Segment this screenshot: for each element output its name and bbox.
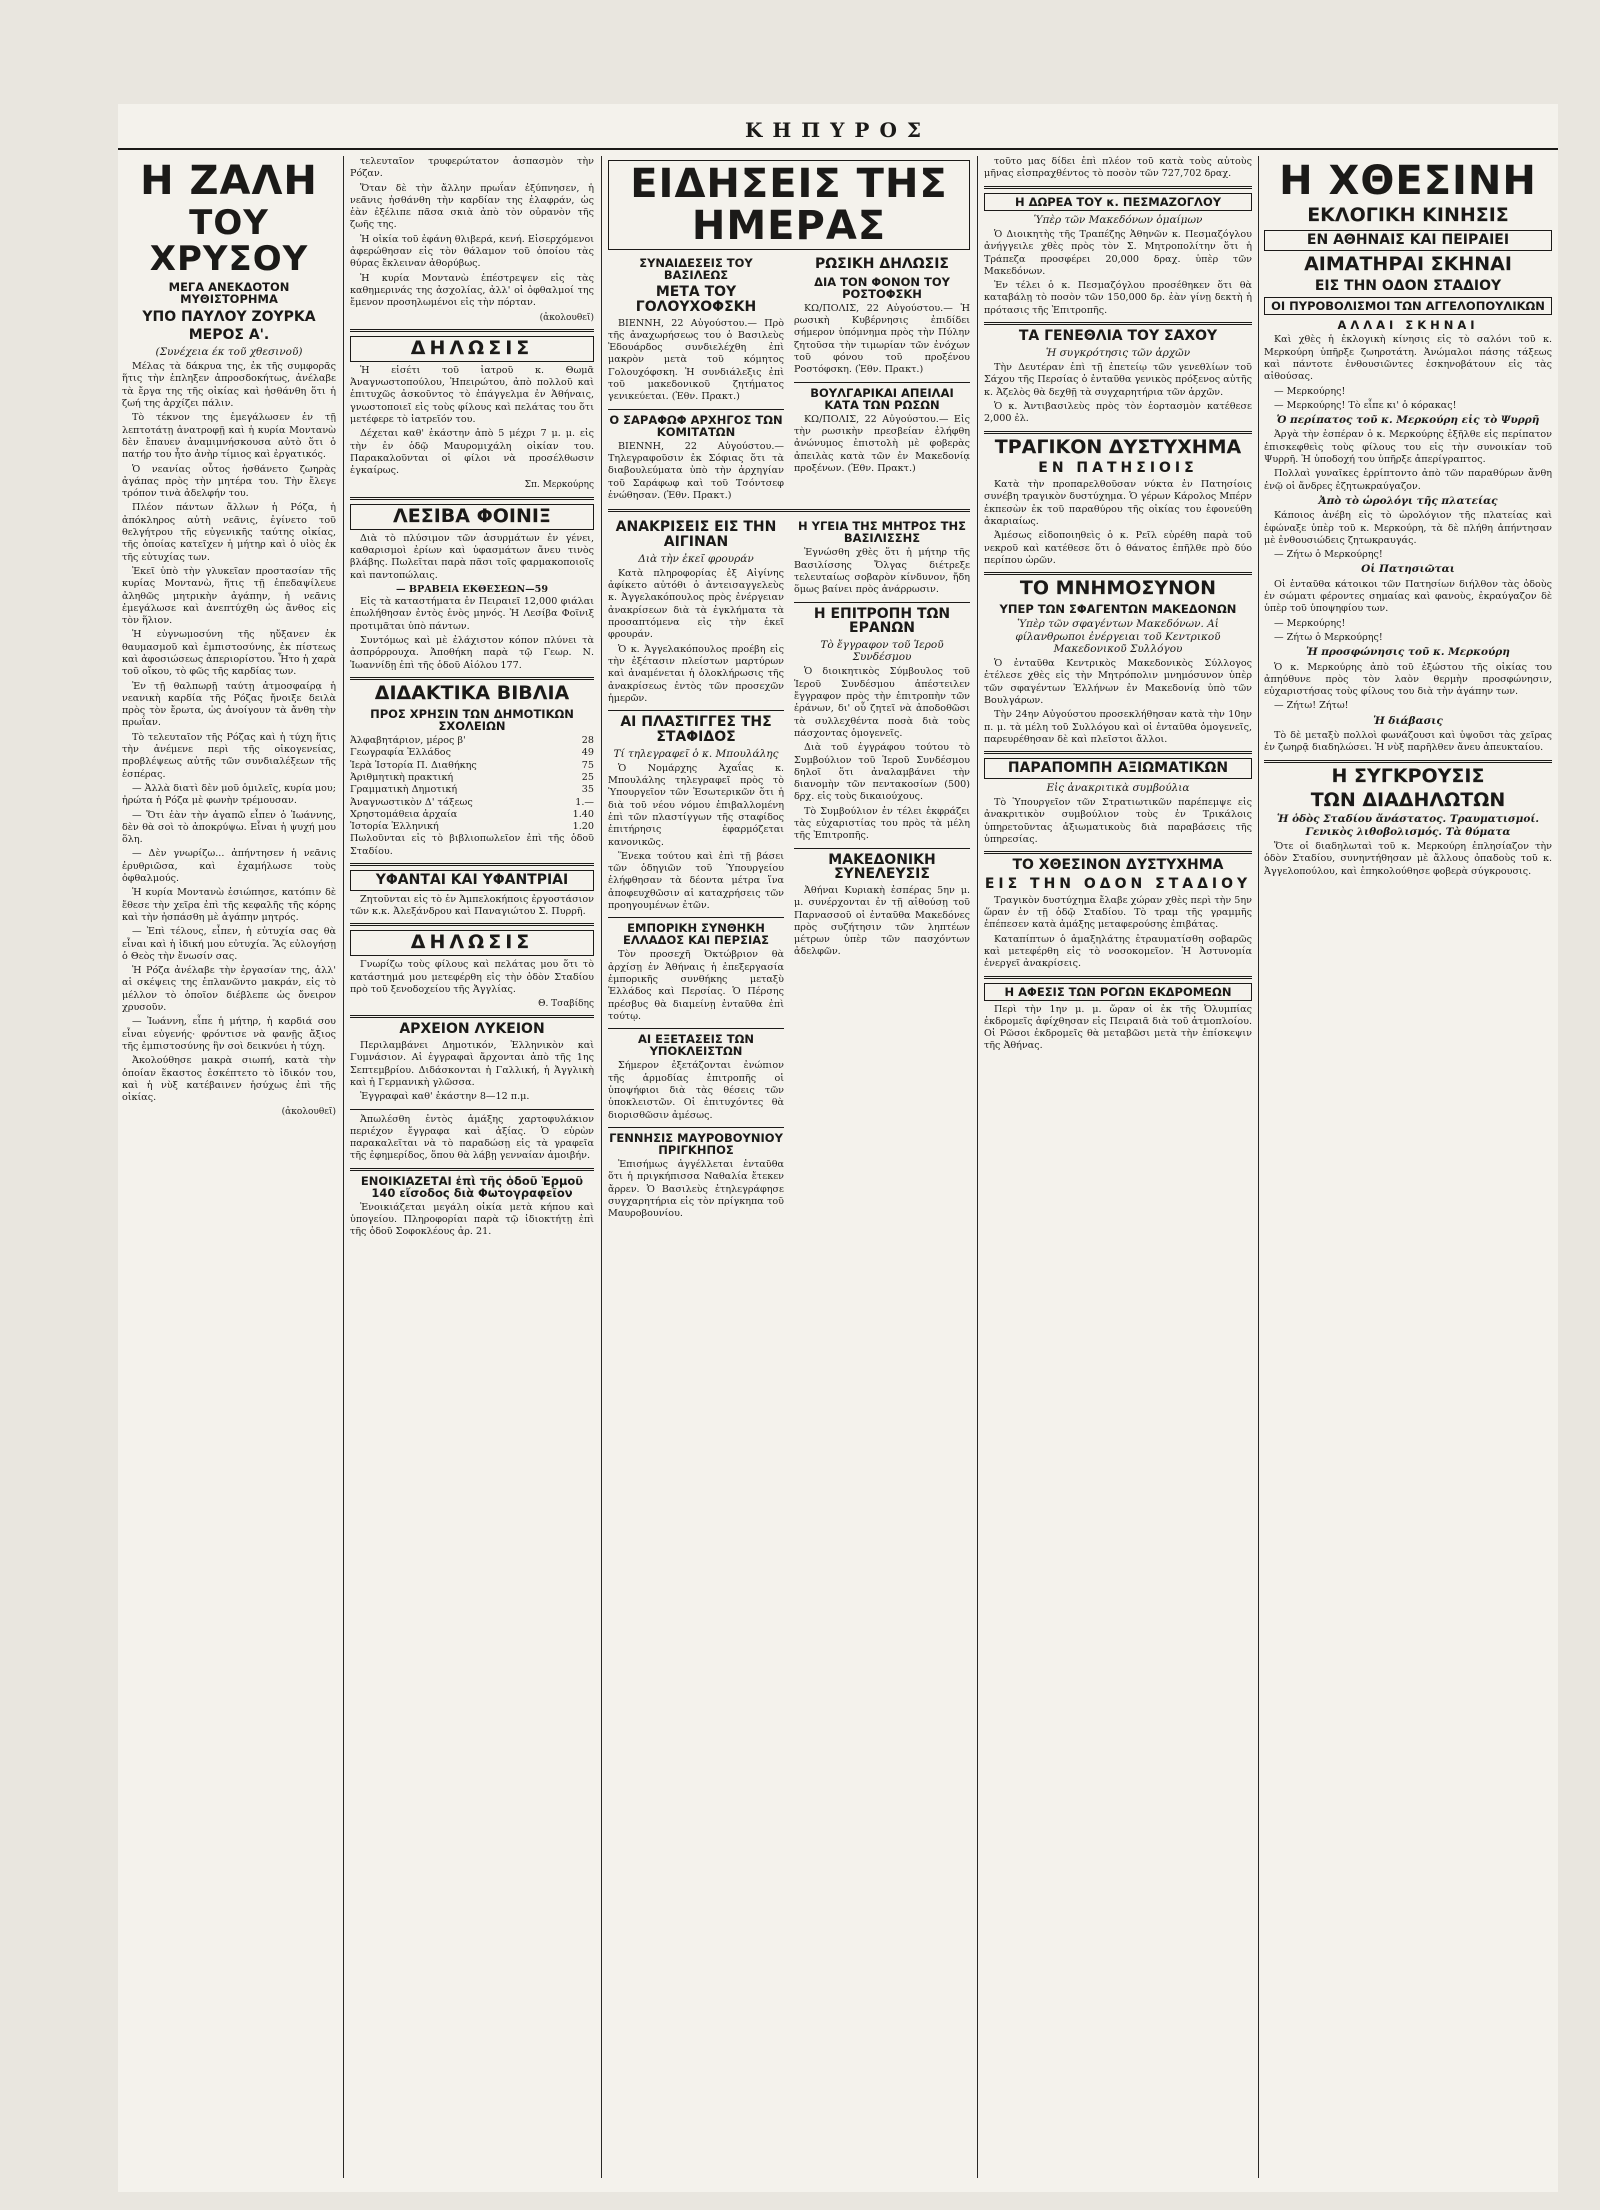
- paragraph: Τὸ Ὑπουργεῖον τῶν Στρατιωτικῶν παρέπεμψε εἰς ἀνακριτικὸν συμβούλιον τοὺς ἐν Τρικάλοις ὑπηρετοῦντας ἀξιωματικοὺς διὰ παραβάσεις τῆς ὑπηρεσίας.: [984, 797, 1252, 846]
- paragraph: Καταπίπτων ὁ ἁμαξηλάτης ἐτραυματίσθη σοβαρῶς καὶ μετεφέρθη εἰς τὸ νοσοκομεῖον. Ἡ Ἀστυνομία ἐνεργεῖ ἀνακρίσεις.: [984, 933, 1252, 970]
- paragraph: Δέχεται καθ' ἑκάστην ἀπὸ 5 μέχρι 7 μ. μ. εἰς τὴν ἐν ὁδῷ Μαυρομιχάλη οἰκίαν του. Παρακαλοῦνται οἱ φίλοι νὰ προσέλθωσιν ἐγκαίρως.: [350, 428, 594, 477]
- textbook-price: 1.40: [572, 808, 594, 820]
- paragraph: Ἕνεκα τούτου καὶ ἐπὶ τῇ βάσει τῶν ὁδηγιῶν τοῦ Ὑπουργείου ἐλήφθησαν τὰ δέοντα μέτρα ἵνα ἀποφευχθῶσιν αἱ καταχρήσεις τῶν προηγουμένων ἐτῶν.: [608, 850, 784, 912]
- column-rule: [1258, 156, 1259, 2178]
- textbook-row: [350, 809, 594, 821]
- ad-heading-rent: ΕΝΟΙΚΙΑΖΕΤΑΙ ἐπὶ τῆς ὁδοῦ Ἑρμοῦ 140 εἴσοδος διὰ Φωτογραφεῖον: [360, 1173, 584, 1200]
- donation-body: [984, 229, 1252, 317]
- paragraph: Ὅταν δὲ τὴν ἄλλην πρωΐαν ἐξύπνησεν, ἡ νεᾶνις ἠσθάνθη τὴν καρδίαν της ἐλαφράν, ὡς ἐὰν ἐξέλιπε πᾶσα σκιὰ ἀπὸ τὸν οὐρανὸν τῆς ζωῆς της.: [350, 182, 594, 231]
- paragraph: — Ζήτω ὁ Μερκούρης!: [1274, 549, 1383, 561]
- divider: [984, 851, 1252, 854]
- sarafof-head: Ο ΣΑΡΑΦΩΦ ΑΡΧΗΓΟΣ ΤΩΝ ΚΟΜΙΤΑΤΩΝ: [609, 412, 783, 439]
- paragraph: Κάποιος ἀνέβη εἰς τὸ ὡρολόγιον τῆς πλατείας καὶ ἐφώναξε ὑπὲρ τοῦ κ. Μερκούρη, τὰ δὲ πλήθη ἀπήντησαν μὲ ἐνθουσιώδεις ζητωκραυγάς.: [1264, 510, 1552, 546]
- address-body: [1264, 662, 1552, 713]
- novel-body: [122, 361, 336, 1104]
- tragic-accident-sub: ΕΝ ΠΑΤΗΣΙΟΙΣ: [1038, 460, 1198, 477]
- divider: [608, 409, 784, 410]
- paragraph: Ἐν τῇ θαλπωρῇ ταύτῃ ἀτμοσφαίρᾳ ἡ νεανικὴ καρδία τῆς Ρόζας ἤνοιξε δειλὰ πρὸς τὸν ἔρωτα, ὡς ἀνοίγουν τὰ ἄνθη τὴν πρωΐαν.: [122, 680, 336, 729]
- paragraph: τοῦτο μας δίδει ἐπὶ πλέον τοῦ κατὰ τοὺς αὐτοὺς μῆνας εἰσπραχθέντος τὸ ποσὸν τῶν 727,702 δραχ.: [984, 156, 1252, 180]
- divider: [984, 572, 1252, 575]
- paragraph: Καὶ χθὲς ἡ ἐκλογικὴ κίνησις εἰς τὸ σαλόνι τοῦ κ. Μερκούρη ὑπῆρξε ζωηροτάτη. Ἀνώμαλοι πάσης τάξεως καὶ πάντοτε ἐνθουσιῶντες ἐσκηνοβάτουν εἰς τὰς αἰθούσας.: [1264, 334, 1552, 383]
- bulgarian-threats-body: [794, 414, 970, 475]
- declaration-signature: Σπ. Μερκούρης: [524, 480, 594, 491]
- divider: [350, 497, 594, 500]
- column-5-elections: [1264, 156, 1552, 2178]
- paragraph: Ἐν τέλει ὁ κ. Πεσμαζόγλου προσέθηκεν ὅτι θὰ καταβάλῃ τὸ ποσὸν τῶν 150,000 δρ. ἐὰν γίνῃ δεκτὴ ἡ πρότασις τῆς Ἐπιτροπῆς.: [984, 280, 1252, 316]
- textbook-price: 35: [581, 784, 594, 796]
- montenegro-birth-head: ΓΕΝΝΗΣΙΣ ΜΑΥΡΟΒΟΥΝΙΟΥ ΠΡΙΓΚΗΠΟΣ: [609, 1130, 783, 1157]
- paragraph: Ἐγνώσθη χθὲς ὅτι ἡ μήτηρ τῆς Βασιλίσσης Ὄλγας διέτρεξε τελευταίως σοβαρὸν κίνδυνον, ἤδη ὅμως βαίνει πρὸς ἀνάρρωσιν.: [794, 547, 970, 596]
- election-head-2: ΕΚΛΟΓΙΚΗ ΚΙΝΗΣΙΣ: [1307, 204, 1509, 226]
- paragraph: ΒΙΕΝΝΗ, 22 Αὐγούστου.— Πρὸ τῆς ἀναχωρήσεως του ὁ Βασιλεὺς Ἐδουάρδος συνδιελέχθη ἐπὶ μακρὸν μετὰ τοῦ κόμητος Γολουχόφσκη. Ἡ συνδιάλεξις ἐπὶ τοῦ μακεδονικοῦ ζητήματος γενικεύεται. (Ἐθν. Πρακτ.): [608, 317, 784, 403]
- lesiva-more: [350, 596, 594, 672]
- raisin-body: [608, 763, 784, 913]
- lost-item-notice: [350, 1114, 594, 1163]
- paragraph: Περιλαμβάνει Δημοτικόν, Ἑλληνικὸν καὶ Γυμνάσιον. Αἱ ἐγγραφαὶ ἄρχονται ἀπὸ τῆς 1ης Σεπτεμβρίου. Διδάσκονται ἡ Γαλλική, ἡ Ἀγγλικὴ καὶ ἡ Γερμανικὴ γλῶσσα.: [350, 1040, 594, 1088]
- novel-continued-note: (ἀκολουθεῖ): [281, 1107, 336, 1118]
- paragraph: Τραγικὸν δυστύχημα ἔλαβε χώραν χθὲς περὶ τὴν 5ην ὥραν ἐν τῇ ὁδῷ Σταδίου. Τὸ τραμ τῆς γραμμῆς ἐπέπεσεν κατὰ ἁμάξης μεταφερούσης ἐπιβάτας.: [984, 894, 1252, 931]
- paragraph: Ἀκολούθησε μακρὰ σιωπή, κατὰ τὴν ὁποίαν ἕκαστος ἐσκέπτετο τὸ ἰδικόν του, καὶ ἡ νὺξ κατέβαινεν ἡσύχως ἐπὶ τῆς οἰκίας.: [122, 1055, 336, 1104]
- paragraph: Ὁ κ. Μερκούρης ἀπὸ τοῦ ἐξώστου τῆς οἰκίας του ἀπηύθυνε πρὸς τὸν λαὸν θερμὴν προσφώνησιν, εὐχαριστήσας τοὺς φίλους του διὰ τὴν ἀγάπην των.: [1264, 661, 1552, 698]
- shah-birthday-head: ΤΑ ΓΕΝΕΘΛΙΑ ΤΟΥ ΣΑΧΟΥ: [1018, 328, 1218, 345]
- aegina-sub: Διὰ τὴν ἐκεῖ φρουράν: [638, 552, 754, 565]
- shah-birthday-body: [984, 362, 1252, 425]
- bulgarian-threats-head: ΒΟΥΛΓΑΡΙΚΑΙ ΑΠΕΙΛΑΙ ΚΑΤΑ ΤΩΝ ΡΩΣΩΝ: [810, 385, 954, 412]
- excursionists-body: [984, 1004, 1252, 1053]
- paragraph: Ἀθήναι Κυριακὴ ἐσπέρας 5ην μ. μ. συνέρχονται ἐν τῇ αἰθούσῃ τοῦ Παρνασσοῦ οἱ ἐνταῦθα Μακεδόνες πρὸς συζήτησιν τῶν ληπτέων μέτρων ὑπὲρ τῶν πασχόντων ἀδελφῶν.: [794, 885, 970, 958]
- election-head-6: ΟΙ ΠΥΡΟΒΟΛΙΣΜΟΙ ΤΩΝ ΑΓΓΕΛΟΠΟΥΛΙΚΩΝ: [1264, 297, 1552, 315]
- textbook-price: 1.—: [575, 796, 594, 808]
- memorial-head: ΤΟ ΜΝΗΜΟΣΥΝΟΝ: [1019, 577, 1217, 600]
- election-head-7: ΑΛΛΑΙ ΣΚΗΝΑΙ: [1337, 318, 1479, 333]
- paragraph: Ὁ νεανίας οὗτος ἠσθάνετο ζωηρὰς ἀγάπας πρὸς τὴν μητέρα του. Τὴν ἔλεγε τρόπον τινὰ ἀδελφήν του.: [122, 463, 336, 500]
- sarafof-body: [608, 441, 784, 502]
- paragraph: Ἐκεῖ ὑπὸ τὴν γλυκεῖαν προστασίαν τῆς κυρίας Μοντανὼ, ἥτις τῇ ἐπεδαψίλευε ἀληθῶς μητρικὴν ἀγάπην, ἡ νεᾶνις ἐμεγάλωσε καὶ ἀνεπτύχθη ὡς ἄνθος εἰς τὸν ἥλιον.: [122, 565, 336, 627]
- crossing-sub: Ἡ διάβασις: [1373, 714, 1443, 727]
- textbook-price: 25: [581, 771, 594, 783]
- lyceum-body: [350, 1040, 594, 1103]
- paragraph: Ἡ εὐγνωμοσύνη τῆς ηὔξανεν ἐκ θαυμασμοῦ καὶ ἐμπιστοσύνης, ἐκ πίστεως καὶ ἀφοσιώσεως ἀπεριορίστου. Ἦτο ἡ χαρὰ τοῦ οἴκου, τὸ φῶς τῆς καρδίας των.: [122, 629, 336, 678]
- paragraph: Τὸ τέκνον της ἐμεγάλωσεν ἐν τῇ λεπτοτάτῃ ἀνατροφῇ καὶ ἡ κυρία Μοντανὼ δὲν ἔπαυεν ἀναμιμνήσκουσα αὐτὸ ὅτι ὁ πατήρ του ἦτο ἀνὴρ τίμιος καὶ ἐργατικός.: [122, 412, 336, 461]
- excursionists-head: Η ΑΦΕΣΙΣ ΤΩΝ ΡΟΓΩΝ ΕΚΔΡΟΜΕΩΝ: [984, 983, 1252, 1001]
- paragraph: ΚΩ/ΠΟΛΙΣ, 22 Αὐγούστου.— Ἡ ρωσικὴ Κυβέρνησις ἐπιδίδει σήμερον ὑπόμνημα πρὸς τὴν Πύλην ζητοῦσα τὴν τιμωρίαν τῶν ἐνόχων τοῦ φόνου τοῦ προξένου Ροστόφσκη. (Ἐθν. Πρακτ.): [794, 302, 970, 376]
- montenegro-birth-body: [608, 1159, 784, 1220]
- divider: [1264, 760, 1552, 763]
- walk-body: [1264, 429, 1552, 492]
- election-headline: Η ΧΘΕΣΙΝΗ: [1279, 158, 1537, 204]
- donations-body: [794, 666, 970, 842]
- paragraph: Περὶ τὴν 1ην μ. μ. ὥραν οἱ ἐκ τῆς Ὀλυμπίας ἐκδρομεῖς ἀφίχθησαν εἰς Πειραιᾶ διὰ τοῦ ἀτμοπλοίου. Οἱ Ρῶσοι ἐκδρομεῖς θὰ μεταβῶσι μετὰ τὴν ἐπίσκεψιν τῆς Ἀθήνας.: [984, 1003, 1252, 1052]
- clash-head-2: ΤΩΝ ΔΙΑΔΗΛΩΤΩΝ: [1310, 788, 1506, 811]
- russian-decl-body: [794, 303, 970, 377]
- textbooks-subheading: ΠΡΟΣ ΧΡΗΣΙΝ ΤΩΝ ΔΗΜΟΤΙΚΩΝ ΣΧΟΛΕΙΩΝ: [370, 706, 574, 733]
- textbook-price: 28: [581, 735, 594, 747]
- news-left-sub: [608, 516, 784, 1222]
- paragraph: Ἀμέσως εἰδοποιηθεὶς ὁ κ. Ρεῖλ εὑρέθη παρὰ τοῦ νεκροῦ καὶ κατέθεσε ὅτι ὁ θάνατος ἐπῆλθε πρὸ δύο περίπου ὡρῶν.: [984, 530, 1252, 566]
- paragraph: Ὁ ἐνταῦθα Κεντρικὸς Μακεδονικὸς Σύλλογος ἐτέλεσε χθὲς εἰς τὴν Μητρόπολιν μνημόσυνον ὑπὲρ τῶν σφαγέντων Ἑλλήνων ἐν Μακεδονίᾳ ὑπὸ τῶν Βουλγάρων.: [984, 658, 1252, 706]
- novel-continued: (Συνέχεια έκ τοῦ χθεσινοῦ): [155, 345, 303, 358]
- textbook-price: 1.20: [572, 821, 594, 833]
- paragraph: Ζητοῦνται εἰς τὸ ἐν Ἀμπελοκήποις ἐργοστάσιον τῶν κ.κ. Ἀλεξάνδρου καὶ Παναγιώτου Σ. Πυρρῆ.: [350, 893, 594, 917]
- textbooks-note: Πωλοῦνται εἰς τὸ βιβλιοπωλεῖον ἐπὶ τῆς ὁδοῦ Σταδίου.: [350, 833, 594, 857]
- notice-heading-declaration-2: ΔΗΛΩΣΙΣ: [350, 930, 594, 956]
- paragraph: — Μερκούρης!: [1274, 617, 1346, 629]
- paragraph: Κατὰ τὴν προπαρελθοῦσαν νύκτα ἐν Πατησίοις συνέβη τραγικὸν δυστύχημα. Ὁ γέρων Κάρολος Μπέρν ἐκπεσὼν ἐκ τοῦ παραθύρου τῆς οἰκίας του ἐφονεύθη ἀκαριαίως.: [984, 479, 1252, 528]
- aegina-head: ΑΝΑΚΡΙΣΕΙΣ ΕΙΣ ΤΗΝ ΑΙΓΙΝΑΝ: [615, 519, 777, 550]
- revenue-lead: [984, 156, 1252, 181]
- column-rule: [977, 156, 978, 2178]
- story-continuation: [350, 156, 594, 310]
- election-head-5: ΕΙΣ ΤΗΝ ΟΔΟΝ ΣΤΑΔΙΟΥ: [1314, 277, 1502, 294]
- textbook-row: [350, 784, 594, 796]
- newspaper-page: [118, 104, 1558, 2192]
- paragraph: Ἡ Ρόζα ἀνέλαβε τὴν ἐργασίαν της, ἀλλ' αἱ σκέψεις της ἐπλανῶντο μακράν, εἰς τὸ μέλλον τὸ ὁποῖον διέβλεπε ὡς ὄνειρον χρυσοῦν.: [122, 965, 336, 1014]
- novel-headline-2: ΤΟΥ ΧΡΥΣΟΥ: [149, 203, 309, 279]
- column-rule: [343, 156, 344, 2178]
- officers-body: [984, 797, 1252, 846]
- exams-body: [608, 1060, 784, 1121]
- king-meeting-head-2: ΜΕΤΑ ΤΟΥ ΓΟΛΟΥΧΟΦΣΚΗ: [635, 284, 757, 315]
- news-top-row: [608, 253, 970, 504]
- king-meeting-head: ΣΥΝΑΙΔΕΣΕΙΣ ΤΟΥ ΒΑΣΙΛΕΩΣ: [639, 256, 753, 283]
- column-3-news: [608, 156, 970, 2178]
- divider: [794, 848, 970, 849]
- declaration-2-body: [350, 959, 594, 996]
- declaration-2-signature: Θ. Τσαβίδης: [538, 999, 594, 1010]
- divider: [350, 677, 594, 680]
- paragraph: Τὸ δὲ μεταξὺ πολλοὶ φωνάζουσι καὶ ὑψοῦσι τὰς χεῖρας ἐν ζωηρᾷ διαδηλώσει. Ἡ νὺξ παρῆλθεν ἄνευ ἀπευκταίου.: [1264, 729, 1552, 754]
- queen-mother-head: Η ΥΓΕΙΑ ΤΗΣ ΜΗΤΡΟΣ ΤΗΣ ΒΑΣΙΛΙΣΣΗΣ: [798, 519, 966, 546]
- paragraph: — Δὲν γνωρίζω... ἀπήντησεν ἡ νεᾶνις ἐρυθριῶσα, καὶ ἐχαμήλωσε τοὺς ὀφθαλμούς.: [122, 848, 336, 885]
- textbook-row: [350, 821, 594, 833]
- textbook-title: Ἱερὰ Ἱστορία Π. Διαθήκης: [350, 759, 477, 771]
- yesterday-accident-body: [984, 895, 1252, 971]
- novel-subtitle: ΜΕΓΑ ΑΝΕΚΔΟΤΟΝ ΜΥΘΙΣΤΟΡΗΜΑ: [168, 280, 290, 307]
- paragraph: Ὁ Νομάρχης Ἀχαΐας κ. Μπουλάλης τηλεγραφεῖ πρὸς τὸ Ὑπουργεῖον τῶν Ἐσωτερικῶν ὅτι ἡ διὰ τοῦ νέου νόμου ἐπιβαλλομένη ἐπὶ τῶν πλαστίγγων τῆς σταφίδος ἐπιτήρησις ἐφαρμόζεται κανονικῶς.: [608, 762, 784, 848]
- paragraph: Συντόμως καὶ μὲ ἐλάχιστον κόπον πλύνει τὰ ἀσπρόρρουχα. Ἀποθήκη παρὰ τῷ Γεωρ. Ν. Ἰωαννίδῃ ἐπὶ τῆς ὁδοῦ Αἰόλου 177.: [350, 635, 594, 671]
- textbook-row: [350, 735, 594, 747]
- paragraph: Ἡ οἰκία τοῦ ἐφάνη θλιβερά, κενή. Εἰσερχόμενοι ἀφερώθησαν εἰς τὸν θάλαμον τοῦ ὁποίου τὰς θύρας ἔκλειναν ἀθορύβως.: [350, 233, 594, 270]
- donation-head: Η ΔΩΡΕΑ ΤΟΥ κ. ΠΕΣΜΑΖΟΓΛΟΥ: [984, 193, 1252, 211]
- masthead: ΚΗΠΥΡΟΣ: [744, 118, 932, 142]
- paragraph: ΚΩ/ΠΟΛΙΣ, 22 Αὐγούστου.— Εἰς τὴν ρωσικὴν πρεσβείαν ἐλήφθη ἀνώνυμος ἐπιστολὴ μὲ φοβερὰς ἀπειλὰς κατὰ τῶν ἐν Μακεδονίᾳ προξένων. (Ἐθν. Πρακτ.): [794, 413, 970, 474]
- paragraph: Ἡ κυρία Μοντανὼ ἐπέστρεψεν εἰς τὰς καθημερινάς της ἀσχολίας, ἀλλ' οἱ ὀφθαλμοί της ἔμενον προσηλωμένοι εἰς τὴν πόρταν.: [350, 272, 594, 309]
- paragraph: — Ἰωάννη, εἶπε ἡ μήτηρ, ἡ καρδιά σου εἶναι εὐγενής· φρόντισε νὰ φανῇς ἄξιος τῆς ἐμπιστοσύνης ἣν σοὶ δεικνύει ἡ τύχη.: [122, 1016, 336, 1052]
- divider: [350, 863, 594, 866]
- divider: [984, 186, 1252, 189]
- paragraph: Ἐνοικιάζεται μεγάλη οἰκία μετὰ κήπου καὶ ὑπογείου. Πληροφορίαι παρὰ τῷ ἰδιοκτήτῃ ἐπὶ τῆς ὁδοῦ Σοφοκλέους ἀρ. 21.: [350, 1201, 594, 1238]
- divider: [984, 322, 1252, 325]
- paragraph: Ὁ κ. Ἀγγελακόπουλος προέβη εἰς τὴν ἐξέτασιν πλείστων μαρτύρων καὶ ἀναμένεται ἡ ὁλοκλήρωσις τῆς ἀνακρίσεως ἐντὸς τῶν προσεχῶν ἡμερῶν.: [608, 643, 784, 704]
- story-note: (ἀκολουθεῖ): [539, 312, 594, 323]
- officers-sub: Εἰς ἀνακριτικὰ συμβούλια: [1046, 781, 1190, 794]
- memorial-head-2: ΥΠΕΡ ΤΩΝ ΣΦΑΓΕΝΤΩΝ ΜΑΚΕΔΟΝΩΝ: [999, 602, 1237, 617]
- paragraph: Κατὰ πληροφορίας ἐξ Αἰγίνης ἀφίκετο αὐτόθι ὁ ἀντεισαγγελεὺς κ. Ἀγγελακόπουλος πρὸς ἐνέργειαν ἀνακρίσεων διὰ τὰ ἐγκλήματα τὰ προσαπτόμενα εἰς τὴν ἐκεῖ φρουράν.: [608, 567, 784, 641]
- tragic-accident-body: [984, 479, 1252, 567]
- textbook-price: 75: [581, 759, 594, 771]
- clock-sub: Ἀπὸ τὸ ὡρολόγι τῆς πλατείας: [1318, 494, 1498, 507]
- raisin-head: ΑΙ ΠΛΑΣΤΙΓΓΕΣ ΤΗΣ ΣΤΑΦΙΔΟΣ: [620, 714, 772, 745]
- memorial-sub: Ὑπὲρ τῶν σφαγέντων Μακεδόνων. Αἱ φίλανθρωποι ἐνέργειαι τοῦ Κεντρικοῦ Μακεδονικοῦ Συλλόγου: [1015, 618, 1221, 655]
- queen-mother-body: [794, 547, 970, 596]
- paragraph: — Ἐπὶ τέλους, εἶπεν, ἡ εὐτυχία σας θὰ εἶναι καὶ ἡ ἰδική μου εὐτυχία. Ἂς εὐλογήσῃ ὁ Θεὸς τὴν ἕνωσίν σας.: [122, 926, 336, 962]
- divider: [350, 329, 594, 332]
- textbook-title: Γεωγραφία Ἑλλάδος: [350, 747, 451, 759]
- patisia-body: [1264, 579, 1552, 644]
- paragraph: — Ζήτω ὁ Μερκούρης!: [1274, 631, 1383, 643]
- election-body: [1264, 334, 1552, 412]
- paragraph: Ἡ εἰσέτι τοῦ ἰατροῦ κ. Θωμᾶ Ἀναγνωστοπούλου, Ἠπειρώτου, ἀπὸ πολλοῦ καὶ ἐπιτυχῶς ἀσκοῦντος τὸ ἐπάγγελμα ἐν Ἀθήναις, γνωστοποιεῖ εἰς τοὺς φίλους καὶ πελάτας του ὅτι μετέφερε τὸ ἰατρεῖόν του.: [350, 364, 594, 425]
- ad-heading-textbooks: ΔΙΔΑΚΤΙΚΑ ΒΙΒΛΙΑ: [374, 681, 570, 704]
- clash-sub: Ἡ ὁδὸς Σταδίου ἄνάστατος. Τραυματισμοί. Γενικὸς λιθοβολισμός. Τὰ θύματα: [1276, 813, 1540, 838]
- ad-heading-lesiva: ΛΕΣΙΒΑ ΦΟΙΝΙΞ: [350, 504, 594, 530]
- masthead-rule: [118, 148, 1558, 150]
- paragraph: Ὅτε οἱ διαδηλωταὶ τοῦ κ. Μερκούρη ἐπλησίαζον τὴν ὁδὸν Σταδίου, συνηντήθησαν μὲ ἄλλους ὀπαδοὺς τοῦ κ. Ἀγγελοπούλου, καὶ ἐπηκολούθησε φοβερὰ σύγκρουσις.: [1264, 841, 1552, 877]
- lesiva-body: [350, 533, 594, 582]
- divider: [984, 431, 1252, 434]
- paragraph: τελευταῖον τρυφερώτατον ἀσπασμὸν τὴν Ρόζαν.: [350, 156, 594, 180]
- divider: [608, 509, 970, 512]
- yesterday-accident-head: ΤΟ ΧΘΕΣΙΝΟΝ ΔΥΣΤΥΧΗΜΑ: [1012, 857, 1224, 874]
- divider: [794, 602, 970, 603]
- ad-heading-weavers: ΥΦΑΝΤΑΙ ΚΑΙ ΥΦΑΝΤΡΙΑΙ: [350, 870, 594, 891]
- textbook-row: [350, 760, 594, 772]
- divider: [350, 923, 594, 926]
- declaration-body: [350, 365, 594, 478]
- column-1-serial-novel: [122, 156, 336, 2178]
- walk-sub: Ὁ περίπατος τοῦ κ. Μερκούρη εἰς τὸ Ψυρρῆ: [1276, 414, 1540, 427]
- paragraph: Ὁ Διοικητὴς τῆς Τραπέζης Ἀθηνῶν κ. Πεσμαζόγλου ἀνήγγειλε χθὲς πρὸς τὸν Σ. Μητροπολίτην ὅτι ἡ Τράπεζα προσφέρει 20,000 δραχ. ὑπὲρ τῶν Μακεδόνων.: [984, 228, 1252, 277]
- column-4-news: [984, 156, 1252, 2178]
- paragraph: Διὰ τὸ πλύσιμον τῶν ἀσυρμάτων ἐν γένει, καθαρισμοὶ ἐρίων καὶ ὑφασμάτων ἄνευ τινὸς βλάβης. Πωλεῖται παρὰ πᾶσι τοῖς φαρμακοποιοῖς καὶ παντοπώλαις.: [350, 532, 594, 581]
- clock-body: [1264, 510, 1552, 561]
- paragraph: Ὁ κ. Ἀντιβασιλεὺς πρὸς τὸν ἑορτασμὸν κατέθεσε 2,000 ἐλ.: [984, 400, 1252, 425]
- textbook-price: 49: [581, 747, 594, 759]
- crossing-body: [1264, 730, 1552, 755]
- paragraph: Ἀπωλέσθη ἐντὸς ἁμάξης χαρτοφυλάκιον περιέχον ἔγγραφα καὶ ἀξίας. Ὁ εὑρὼν παρακαλεῖται νὰ τὸ παραδώσῃ εἰς τὰ γραφεῖα τῆς ἐφημερίδος, ὅπου θὰ λάβῃ γενναίαν ἀμοιβήν.: [350, 1113, 594, 1162]
- macedonian-assembly-head: ΜΑΚΕΔΟΝΙΚΗ ΣΥΝΕΛΕΥΣΙΣ: [828, 851, 936, 883]
- textbook-title: Ἱστορία Ἑλληνική: [350, 821, 439, 833]
- shah-birthday-sub: Ἡ συγκρότησις τῶν ἀρχῶν: [1045, 346, 1191, 359]
- divider: [608, 917, 784, 918]
- novel-part: ΜΕΡΟΣ Α'.: [188, 327, 270, 344]
- paragraph: Εἰς τὰ καταστήματα ἐν Πειραιεῖ 12,000 φιάλαι ἐπωλήθησαν ἐντὸς ἑνὸς μηνός. Ἡ Λεσίβα Φοῖνιξ προτιμᾶται ὑπὸ πάντων.: [350, 596, 594, 632]
- paragraph: — Ζήτω! Ζήτω!: [1274, 700, 1349, 712]
- column-rule: [601, 156, 602, 2178]
- textbook-title: Ἀριθμητικὴ πρακτική: [350, 771, 454, 783]
- king-meeting-body: [608, 318, 784, 404]
- textbook-row: [350, 797, 594, 809]
- russian-decl-head: ΡΩΣΙΚΗ ΔΗΛΩΣΙΣ: [815, 256, 949, 272]
- news-king-meeting: [608, 253, 784, 504]
- patisia-sub: Οἱ Πατησιῶται: [1361, 563, 1455, 576]
- paragraph: Ἀργὰ τὴν ἑσπέραν ὁ κ. Μερκούρης ἐξῆλθε εἰς περίπατον ἐπισκεφθεὶς τοὺς φίλους του εἰς τὴν συνοικίαν τοῦ Ψυρρῆ. Ἡ ὑποδοχή του ὑπῆρξε ἀπερίγραπτος.: [1264, 429, 1552, 466]
- exams-head: ΑΙ ΕΞΕΤΑΣΕΙΣ ΤΩΝ ΥΠΟΚΛΕΙΣΤΩΝ: [638, 1032, 754, 1059]
- persia-treaty-head: ΕΜΠΟΡΙΚΗ ΣΥΝΘΗΚΗ ΕΛΛΑΔΟΣ ΚΑΙ ΠΕΡΣΙΑΣ: [623, 921, 769, 948]
- divider: [984, 976, 1252, 979]
- paragraph: Τὸ τελευταῖον τῆς Ρόζας καὶ ἡ τύχη ἥτις τὴν ἀνέμενε περὶ τῆς οἰκογενείας, προβλέψεως αὐτῆς τῶν συνδιαλέξεων τῆς ἑσπέρας.: [122, 731, 336, 780]
- divider: [608, 1127, 784, 1128]
- news-bottom-row: [608, 516, 970, 1222]
- textbook-title: Χρηστομάθεια ἀρχαία: [350, 808, 458, 820]
- ad-heading-lyceum: ΑΡΧΕΙΟΝ ΛΥΚΕΙΟΝ: [399, 1021, 545, 1038]
- donation-sub: Ὑπὲρ τῶν Μακεδόνων ὁμαίμων: [1033, 213, 1203, 226]
- paragraph: Ἡ κυρία Μοντανὼ ἐσιώπησε, κατόπιν δὲ ἔθεσε τὴν χεῖρα ἐπὶ τῆς κεφαλῆς τῆς κόρης καὶ τὴν ἠσπάσθη μὲ ἀγάπην μητρός.: [122, 887, 336, 923]
- yesterday-accident-head-2: ΕΙΣ ΤΗΝ ΟΔΟΝ ΣΤΑΔΙΟΥ: [984, 876, 1252, 893]
- divider: [984, 751, 1252, 754]
- aegina-body: [608, 568, 784, 705]
- news-right-sub: [794, 516, 970, 1222]
- officers-head: ΠΑΡΑΠΟΜΠΗ ΑΞΙΩΜΑΤΙΚΩΝ: [984, 758, 1252, 779]
- divider: [350, 1109, 594, 1110]
- lesiva-award: — ΒΡΑΒΕΙΑ ΕΚΘΕΣΕΩΝ—59: [395, 583, 549, 595]
- paragraph: Οἱ ἐνταῦθα κάτοικοι τῶν Πατησίων διήλθον τὰς ὁδοὺς ἐν σώματι φέροντες σημαίας καὶ φανοὺς, ἐκραύγαζον δὲ ὑπὲρ τοῦ ὑποψηφίου των.: [1264, 578, 1552, 615]
- paragraph: Πολλαὶ γυναῖκες ἐρρίπτοντο ἀπὸ τῶν παραθύρων ἄνθη ἐνῷ οἱ ἄνδρες ἐζητωκραύγαζον.: [1264, 468, 1552, 492]
- macedonian-assembly-body: [794, 885, 970, 959]
- paragraph: — Ἀλλὰ διατὶ δὲν μοῦ ὁμιλεῖς, κυρία μου; ἠρώτα ἡ Ρόζα μὲ φωνὴν τρέμουσαν.: [122, 782, 336, 807]
- election-head-4: ΑΙΜΑΤΗΡΑΙ ΣΚΗΝΑΙ: [1304, 252, 1512, 275]
- textbook-price-list: [350, 735, 594, 833]
- paragraph: Τὴν Δευτέραν ἐπὶ τῇ ἐπετείῳ τῶν γενεθλίων τοῦ Σάχου τῆς Περσίας ὁ ἐνταῦθα γενικὸς πρόξενος αὐτῆς κ. Ἀζελὸς θὰ δεχθῇ τὰ συγχαρητήρια τῶν ἀρχῶν.: [984, 362, 1252, 398]
- textbook-title: Ἀναγνωστικὸν Δ' τάξεως: [350, 796, 473, 808]
- notice-heading-declaration: ΔΗΛΩΣΙΣ: [350, 336, 594, 362]
- rent-body: [350, 1202, 594, 1239]
- column-2-notices: [350, 156, 594, 2178]
- textbook-row: [350, 772, 594, 784]
- election-head-3: ΕΝ ΑΘΗΝΑΙΣ ΚΑΙ ΠΕΙΡΑΙΕΙ: [1264, 230, 1552, 251]
- novel-headline: Η ΖΑΛΗ: [140, 158, 318, 204]
- paragraph: Τὴν 24ην Αὐγούστου προσεκλήθησαν κατὰ τὴν 10ην π. μ. τὰ μέλη τοῦ Συλλόγου καὶ οἱ ἐνταῦθα ὁμογενεῖς, παρευρέθησαν δὲ καὶ πλεῖστοι ἄλλοι.: [984, 709, 1252, 745]
- news-russian-declaration: [794, 253, 970, 504]
- paragraph: Τὸ Συμβούλιον ἐν τέλει ἐκφράζει τὰς εὐχαριστίας του πρὸς τὰ μέλη τῆς Ἐπιτροπῆς.: [794, 805, 970, 842]
- textbook-title: Ἀλφαβητάριον, μέρος β': [350, 735, 466, 747]
- divider: [608, 710, 784, 711]
- clash-body: [1264, 841, 1552, 878]
- paragraph: Ἐγγραφαὶ καθ' ἑκάστην 8—12 π.μ.: [360, 1091, 530, 1103]
- weavers-body: [350, 894, 594, 919]
- paragraph: ΒΙΕΝΝΗ, 22 Αὐγούστου.— Τηλεγραφοῦσιν ἐκ Σόφιας ὅτι τὰ διαβουλεύματα ὑπὸ τὴν ἀρχηγίαν τοῦ Σαράφωφ καὶ τοῦ Τσόντσεφ ἐνώθησαν. (Ἐθν. Πρακτ.): [608, 440, 784, 501]
- divider: [608, 1028, 784, 1029]
- novel-author: ΥΠΟ ΠΑΥΛΟΥ ΖΟΥΡΚΑ: [142, 308, 316, 325]
- divider: [350, 1168, 594, 1171]
- donations-sub: Τὸ ἔγγραφον τοῦ Ἱεροῦ Συνδέσμου: [820, 638, 944, 664]
- paragraph: Σήμερον ἐξετάζονται ἐνώπιον τῆς ἁρμοδίας ἐπιτροπῆς οἱ ὑποψήφιοι διὰ τὰς θέσεις τῶν ὑποκλειστῶν. Οἱ ἐπιτυχόντες θὰ διορισθῶσιν ἀμέσως.: [608, 1060, 784, 1121]
- address-sub: Ἡ προσφώνησις τοῦ κ. Μερκούρη: [1306, 646, 1510, 659]
- paragraph: Τὸν προσεχῆ Ὀκτώβριον θὰ ἀρχίσῃ ἐν Ἀθήναις ἡ ἐπεξεργασία ἐμπορικῆς συνθήκης μεταξὺ Ἑλλάδος καὶ Περσίας. Ὁ Πέρσης πρέσβυς θὰ διαμείνῃ ἐνταῦθα ἐπὶ τούτῳ.: [608, 949, 784, 1022]
- paragraph: Διὰ τοῦ ἐγγράφου τούτου τὸ Συμβούλιον τοῦ Ἱεροῦ Συνδέσμου δηλοῖ ὅτι ἀναλαμβάνει τὴν διανομὴν τῶν πεντακοσίων (500) δρχ. εἰς τοὺς δικαιούχους.: [794, 742, 970, 803]
- news-headline: ΕΙΔΗΣΕΙΣ ΤΗΣ ΗΜΕΡΑΣ: [608, 160, 970, 250]
- textbook-title: Γραμματικὴ Δημοτική: [350, 784, 458, 796]
- tragic-accident-head: ΤΡΑΓΙΚΟΝ ΔΥΣΤΥΧΗΜΑ: [994, 435, 1242, 458]
- paragraph: — Ὅτι ἐὰν τὴν ἀγαπῶ εἶπεν ὁ Ἰωάννης, δὲν θὰ σοὶ τὸ ἀποκρύψω. Εἶναι ἡ ψυχή μου ὅλη.: [122, 809, 336, 846]
- paragraph: — Μερκούρης! Τὸ εἶπε κι' ὁ κόρακας!: [1274, 399, 1457, 411]
- paragraph: Πλέον πάντων ἄλλων ἡ Ρόζα, ἡ ἀπόκληρος αὐτὴ νεᾶνις, ἐγίνετο τοῦ θελγήτρου τῆς εὐγενικῆς ταύτης οἰκίας, τῆς ὁποίας κατεῖχεν ἡ μήτηρ καὶ ὁ υἱὸς ἐκ τῆς εὐτυχίας των.: [122, 502, 336, 563]
- russian-decl-head-2: ΔΙΑ ΤΟΝ ΦΟΝΟΝ ΤΟΥ ΡΟΣΤΟΦΣΚΗ: [814, 274, 950, 301]
- paragraph: Ὁ διοικητικὸς Σύμβουλος τοῦ Ἱεροῦ Συνδέσμου ἀπέστειλεν ἔγγραφον πρὸς τὴν ἐπιτροπὴν τῶν ἐράνων, δι' οὗ ζητεῖ νὰ ἀποδοθῶσι τὰ συλλεχθέντα ποσὰ διὰ τοὺς πάσχοντας ὁμογενεῖς.: [794, 666, 970, 739]
- textbook-row: [350, 747, 594, 759]
- divider: [794, 382, 970, 383]
- memorial-body: [984, 658, 1252, 746]
- raisin-sub: Τί τηλεγραφεῖ ὁ κ. Μπουλάλης: [613, 747, 779, 760]
- paragraph: Γνωρίζω τοὺς φίλους καὶ πελάτας μου ὅτι τὸ κατάστημά μου μετεφέρθη εἰς τὴν ὁδὸν Σταδίου πρὸ τοῦ ξενοδοχείου τῆς Ἀγγλίας.: [350, 959, 594, 995]
- donations-head: Η ΕΠΙΤΡΟΠΗ ΤΩΝ ΕΡΑΝΩΝ: [813, 605, 951, 637]
- paragraph: — Μερκούρης!: [1274, 385, 1346, 397]
- paragraph: Ἐπισήμως ἀγγέλλεται ἐνταῦθα ὅτι ἡ πριγκήπισσα Ναθαλία ἔτεκεν ἄρρεν. Ὁ Βασιλεὺς ἐτηλεγράφησε συγχαρητήρια εἰς τὸν πρίγκηπα τοῦ Μαυροβουνίου.: [608, 1159, 784, 1220]
- divider: [350, 1015, 594, 1018]
- paragraph: Μέλας τὰ δάκρυα της, ἐκ τῆς συμφορᾶς ἥτις τὴν ἐπληξεν ἀπροσδοκήτως, ἀνέλαβε τὰ ἔργα της τῆς οἰκίας καὶ ἡσθάνθη ὅτι ἡ ζωή της ἀρχίζει πάλιν.: [122, 361, 336, 410]
- clash-head: Η ΣΥΓΚΡΟΥΣΙΣ: [1331, 764, 1485, 787]
- persia-treaty-body: [608, 949, 784, 1023]
